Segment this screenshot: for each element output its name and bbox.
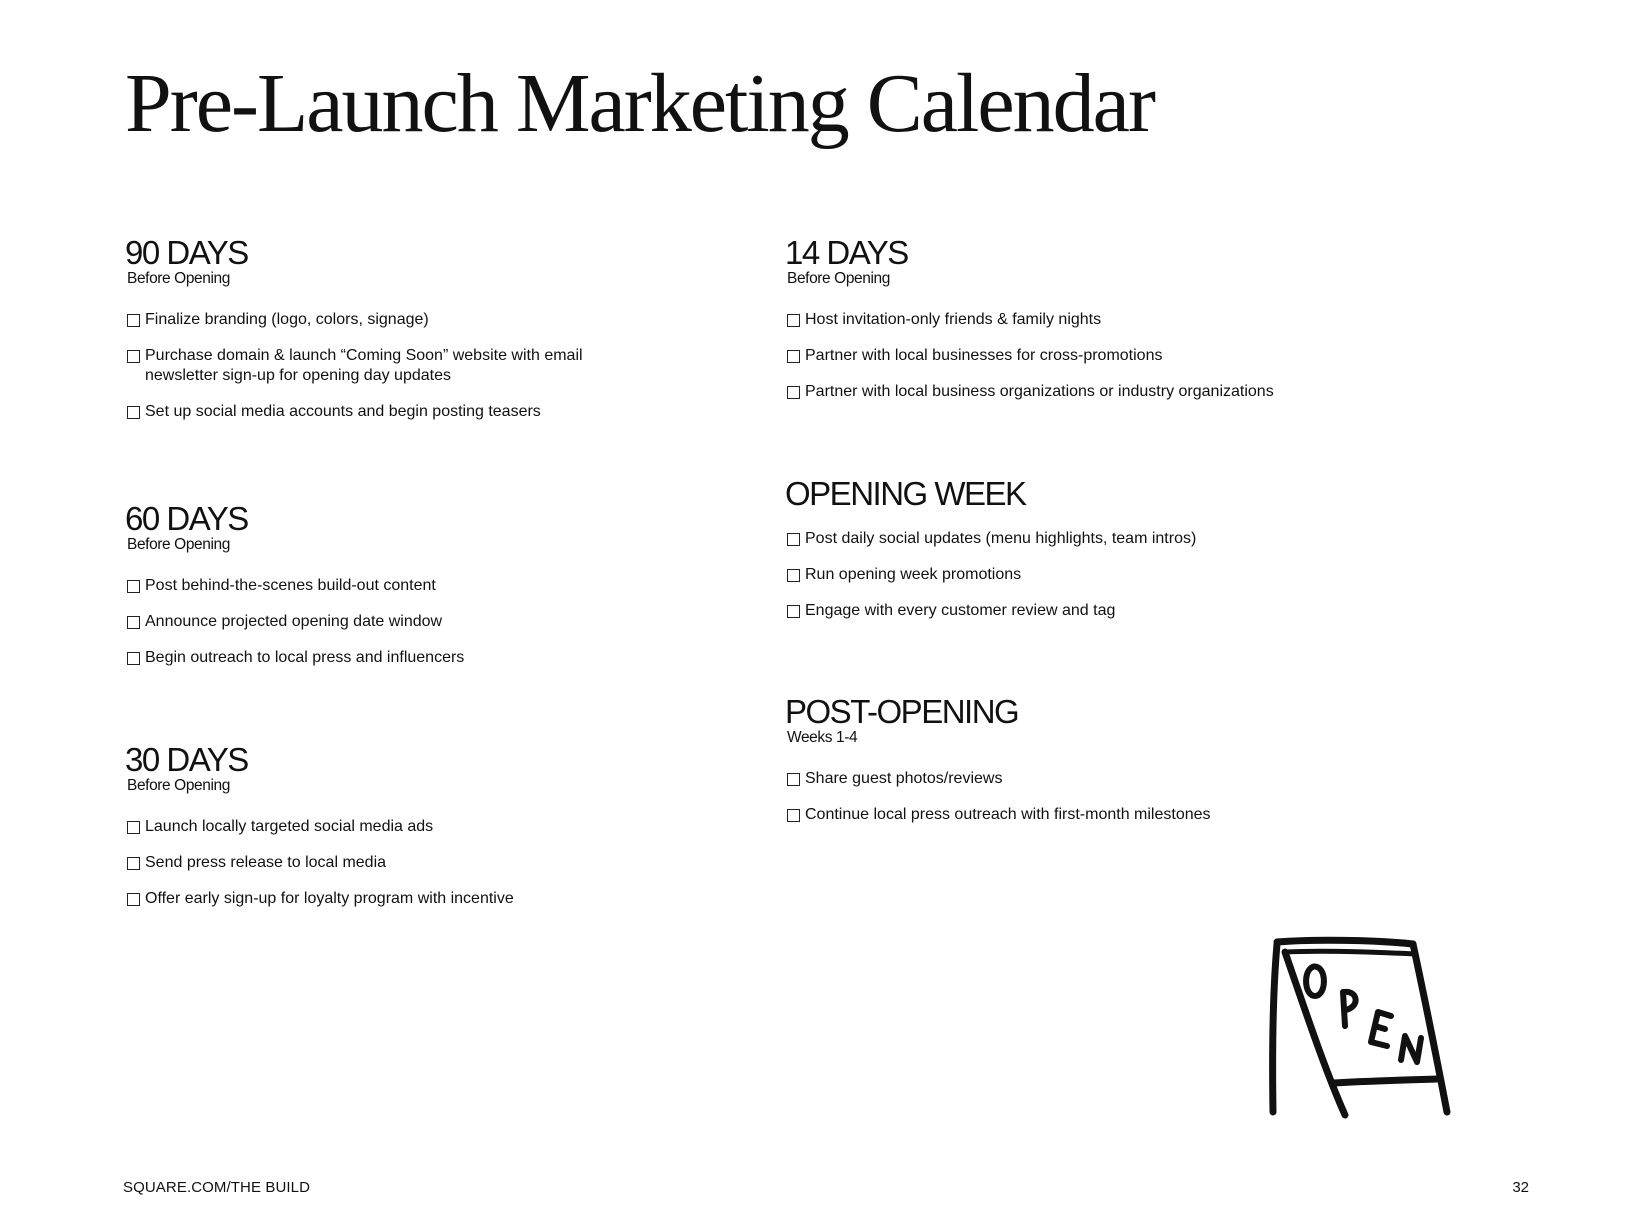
task-item[interactable] xyxy=(787,805,1425,825)
section-subheading: Weeks 1-4 xyxy=(787,729,858,746)
task-item[interactable] xyxy=(127,648,765,668)
checkbox-icon[interactable] xyxy=(127,314,140,327)
task-list xyxy=(125,310,595,422)
task-item[interactable] xyxy=(787,601,1425,621)
task-text: Offer early sign-up for loyalty program with incentive xyxy=(145,890,514,907)
task-item[interactable] xyxy=(127,310,595,330)
task-text: Partner with local business organizations or industry organizations xyxy=(805,383,1274,400)
task-text: Partner with local businesses for cross-promotions xyxy=(805,347,1163,364)
task-item[interactable] xyxy=(787,769,1425,789)
task-item[interactable] xyxy=(127,889,765,909)
checkbox-icon[interactable] xyxy=(787,809,800,822)
checkbox-icon[interactable] xyxy=(787,386,800,399)
task-text: Engage with every customer review and tag xyxy=(805,602,1116,619)
section-heading: 14 DAYS xyxy=(785,234,908,271)
task-item[interactable] xyxy=(787,382,1425,402)
checkbox-icon[interactable] xyxy=(127,893,140,906)
section-60-days xyxy=(125,502,765,668)
task-list xyxy=(125,817,765,909)
section-opening-week xyxy=(785,477,1425,621)
sandwich-board-open-sign-icon xyxy=(1265,930,1460,1120)
task-text: Launch locally targeted social media ads xyxy=(145,818,434,835)
section-heading: 60 DAYS xyxy=(125,500,248,537)
checkbox-icon[interactable] xyxy=(787,314,800,327)
task-item[interactable] xyxy=(787,310,1425,330)
task-item[interactable] xyxy=(127,853,765,873)
section-subheading: Before Opening xyxy=(127,777,230,794)
section-heading: POST-OPENING xyxy=(785,693,1019,730)
task-text: Post behind-the-scenes build-out content xyxy=(145,577,436,594)
checkbox-icon[interactable] xyxy=(127,652,140,665)
section-subheading: Before Opening xyxy=(787,270,890,287)
task-item[interactable] xyxy=(787,529,1425,549)
task-list xyxy=(785,310,1425,402)
section-subheading: Before Opening xyxy=(127,536,230,553)
task-text: Host invitation-only friends & family nights xyxy=(805,311,1102,328)
task-text: Continue local press outreach with first-month milestones xyxy=(805,806,1211,823)
section-14-days xyxy=(785,236,1425,402)
checkbox-icon[interactable] xyxy=(787,773,800,786)
task-list xyxy=(785,529,1425,621)
section-heading: OPENING WEEK xyxy=(785,475,1026,512)
task-text: Set up social media accounts and begin posting teasers xyxy=(145,403,541,420)
checkbox-icon[interactable] xyxy=(787,533,800,546)
task-item[interactable] xyxy=(127,402,595,422)
open-sign-illustration xyxy=(1265,930,1460,1120)
checkbox-icon[interactable] xyxy=(127,857,140,870)
checkbox-icon[interactable] xyxy=(787,350,800,363)
task-list xyxy=(785,769,1425,825)
task-text: Run opening week promotions xyxy=(805,566,1022,583)
checkbox-icon[interactable] xyxy=(127,580,140,593)
task-text: Begin outreach to local press and influencers xyxy=(145,649,465,666)
footer-site-link[interactable]: SQUARE.COM/THE BUILD xyxy=(123,1179,311,1196)
task-item[interactable] xyxy=(787,346,1425,366)
checkbox-icon[interactable] xyxy=(127,406,140,419)
task-item[interactable] xyxy=(127,612,765,632)
task-item[interactable] xyxy=(127,346,595,386)
checkbox-icon[interactable] xyxy=(787,569,800,582)
checkbox-icon[interactable] xyxy=(127,350,140,363)
section-30-days xyxy=(125,743,765,909)
page-number: 32 xyxy=(1512,1179,1529,1196)
page-title: Pre-Launch Marketing Calendar xyxy=(125,57,1154,150)
section-heading: 90 DAYS xyxy=(125,234,248,271)
task-list xyxy=(125,576,765,668)
task-item[interactable] xyxy=(127,817,765,837)
section-post-opening xyxy=(785,695,1425,825)
section-heading: 30 DAYS xyxy=(125,741,248,778)
section-90-days xyxy=(125,236,765,422)
task-text: Share guest photos/reviews xyxy=(805,770,1003,787)
task-text: Announce projected opening date window xyxy=(145,613,443,630)
task-text: Post daily social updates (menu highlights, team intros) xyxy=(805,530,1197,547)
checkbox-icon[interactable] xyxy=(127,821,140,834)
task-text: Send press release to local media xyxy=(145,854,387,871)
task-item[interactable] xyxy=(127,576,765,596)
section-subheading: Before Opening xyxy=(127,270,230,287)
checkbox-icon[interactable] xyxy=(127,616,140,629)
task-text: Finalize branding (logo, colors, signage) xyxy=(145,311,429,328)
task-item[interactable] xyxy=(787,565,1425,585)
checkbox-icon[interactable] xyxy=(787,605,800,618)
task-text: Purchase domain & launch “Coming Soon” website with email newsletter sign-up for opening day updates xyxy=(145,347,583,384)
